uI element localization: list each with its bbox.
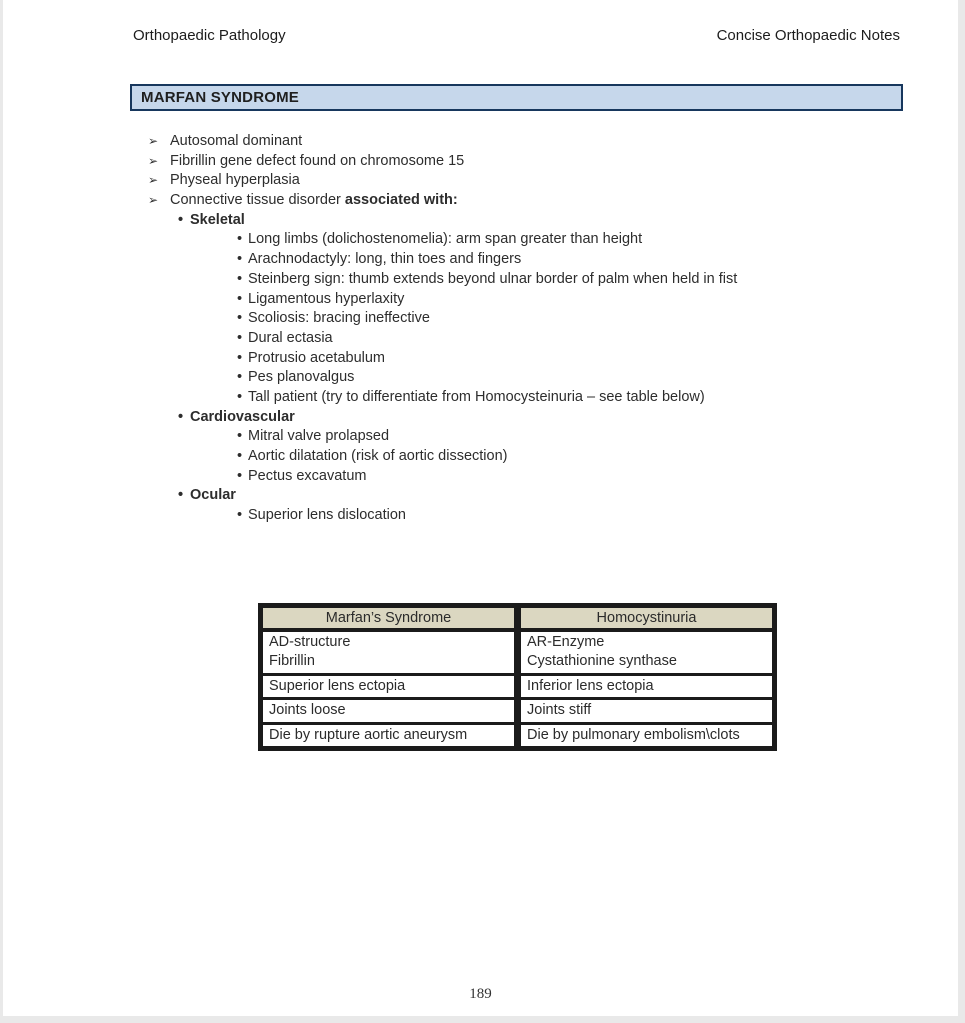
running-header xyxy=(133,27,900,44)
table-cell: AD-structure Fibrillin xyxy=(261,630,518,675)
section-title: MARFAN SYNDROME xyxy=(141,89,300,106)
table-cell: AR-Enzyme Cystathionine synthase xyxy=(518,630,775,675)
bullet-text: Pectus excavatum xyxy=(248,467,367,484)
dot-bullet-icon: • xyxy=(237,428,243,445)
dot-bullet-icon: • xyxy=(237,467,243,484)
bullet-item xyxy=(130,486,918,506)
bullet-item xyxy=(130,270,918,290)
arrow-bullet-icon: ➢ xyxy=(148,134,159,148)
bullet-item xyxy=(130,349,918,369)
dot-bullet-icon: • xyxy=(237,369,243,386)
dot-bullet-icon: • xyxy=(178,211,184,228)
dot-bullet-icon: • xyxy=(178,408,184,425)
bullet-item xyxy=(130,368,918,388)
bullet-text: Arachnodactyly: long, thin toes and fingers xyxy=(248,251,522,268)
dot-bullet-icon: • xyxy=(237,310,243,327)
bullet-item xyxy=(130,506,918,526)
bullet-text: Long limbs (dolichostenomelia): arm span greater than height xyxy=(248,231,643,248)
header-right-title: Concise Orthopaedic Notes xyxy=(716,27,900,44)
table-cell: Superior lens ectopia xyxy=(261,674,518,699)
table-row xyxy=(261,674,775,699)
bullet-item xyxy=(130,447,918,467)
bullet-item xyxy=(130,290,918,310)
bullet-text: Protrusio acetabulum xyxy=(248,349,386,366)
bullet-text: Autosomal dominant xyxy=(170,133,303,149)
document-page xyxy=(3,0,958,1016)
bullet-text: Pes planovalgus xyxy=(248,369,355,386)
dot-bullet-icon: • xyxy=(237,270,243,287)
dot-bullet-icon: • xyxy=(237,507,243,524)
header-left-title: Orthopaedic Pathology xyxy=(133,27,286,44)
bullet-text: Aortic dilatation (risk of aortic dissection) xyxy=(248,448,508,464)
bullet-item xyxy=(130,171,918,191)
bullet-item xyxy=(130,408,918,428)
bullet-text: Connective tissue disorder associated with: xyxy=(170,192,458,209)
bullet-item xyxy=(130,329,918,349)
bullet-item xyxy=(130,211,918,231)
bullet-text: Physeal hyperplasia xyxy=(170,172,300,189)
comparison-table xyxy=(258,603,777,751)
bullet-text: Skeletal xyxy=(190,211,245,228)
dot-bullet-icon: • xyxy=(178,487,184,504)
bullet-text: Dural ectasia xyxy=(248,329,333,346)
table-row xyxy=(261,699,775,724)
table-cell: Joints stiff xyxy=(518,699,775,724)
bullet-item xyxy=(130,250,918,270)
bullet-text: Mitral valve prolapsed xyxy=(248,428,390,445)
arrow-bullet-icon: ➢ xyxy=(148,153,159,168)
bullet-item xyxy=(130,230,918,250)
bullet-item xyxy=(130,191,918,211)
bullet-text: Scoliosis: bracing ineffective xyxy=(248,310,430,327)
bullet-text: Ocular xyxy=(190,487,236,504)
page-number: 189 xyxy=(469,986,492,1002)
table-header-cell: Marfan’s Syndrome xyxy=(261,606,518,630)
bullet-item xyxy=(130,467,918,487)
bullet-text: Steinberg sign: thumb extends beyond ulnar border of palm when held in fist xyxy=(248,270,738,287)
bullet-item xyxy=(130,427,918,447)
bullet-item xyxy=(130,309,918,329)
table-cell: Die by rupture aortic aneurysm xyxy=(261,723,518,749)
bullet-text: Superior lens dislocation xyxy=(248,507,406,524)
table-cell: Inferior lens ectopia xyxy=(518,674,775,699)
dot-bullet-icon: • xyxy=(237,290,243,307)
bullet-list xyxy=(130,132,918,526)
dot-bullet-icon: • xyxy=(237,329,243,346)
table-cell: Joints loose xyxy=(261,699,518,724)
dot-bullet-icon: • xyxy=(237,349,243,366)
dot-bullet-icon: • xyxy=(237,231,243,248)
arrow-bullet-icon: ➢ xyxy=(148,193,159,208)
dot-bullet-icon: • xyxy=(237,251,243,268)
dot-bullet-icon: • xyxy=(237,448,243,464)
bullet-item xyxy=(130,152,918,172)
bullet-text: Cardiovascular xyxy=(190,408,295,425)
bullet-item xyxy=(130,388,918,408)
bullet-text: Tall patient (try to differentiate from Homocysteinuria – see table below) xyxy=(248,388,705,405)
arrow-bullet-icon: ➢ xyxy=(148,173,159,188)
bullet-text: Fibrillin gene defect found on chromosome 15 xyxy=(170,152,465,169)
bullet-text: Ligamentous hyperlaxity xyxy=(248,290,405,307)
table-header-cell: Homocystinuria xyxy=(518,606,775,630)
table-row xyxy=(261,723,775,749)
table-cell: Die by pulmonary embolism\clots xyxy=(518,723,775,749)
dot-bullet-icon: • xyxy=(237,388,243,405)
bullet-item xyxy=(130,132,918,152)
section-title-bar xyxy=(130,84,903,111)
table-row xyxy=(261,630,775,675)
